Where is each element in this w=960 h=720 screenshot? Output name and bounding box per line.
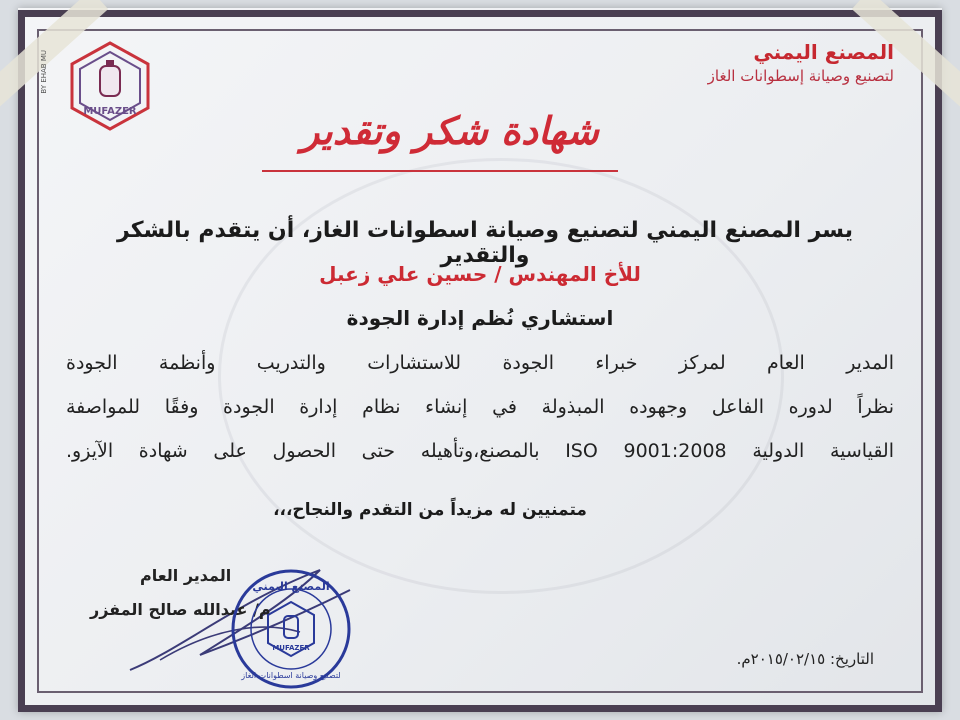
- certificate-title: شهادة شكر وتقدير: [301, 108, 599, 153]
- stamp-inner-text: MUFAZER: [272, 644, 310, 652]
- title-underline: [262, 170, 618, 172]
- body-line-2: نظراً لدوره الفاعل وجهوده المبذولة في إنشاء نظام إدارة الجودة وفقًا للمواصفة: [66, 396, 894, 418]
- mufazer-logo-icon: [64, 40, 156, 132]
- stamp-bottom-text: لتصنيع وصيانة اسطوانات الغاز: [241, 671, 341, 680]
- date-label: التاريخ:: [830, 650, 874, 668]
- recipient-position: استشاري نُظم إدارة الجودة: [346, 306, 614, 330]
- side-mark: BY EHAB MU: [40, 50, 48, 94]
- factory-subtitle: لتصنيع وصيانة إسطوانات الغاز: [707, 67, 894, 85]
- factory-name: المصنع اليمني: [753, 40, 894, 64]
- closing-wishes: متمنيين له مزيداً من التقدم والنجاح،،،: [273, 500, 587, 520]
- logo-text: MUFAZER: [83, 106, 137, 117]
- date-value: ٢٠١٥/٠٢/١٥م.: [736, 650, 826, 668]
- main-statement: يسر المصنع اليمني لتصنيع وصيانة اسطوانات الغاز، أن يتقدم بالشكر والتقدير: [117, 218, 853, 268]
- stamp-top-text: المصنع اليمني: [252, 580, 330, 593]
- recipient-name: للأخ المهندس / حسين علي زعبل: [319, 262, 641, 286]
- signatory-name: م/ عبدالله صالح المفزر: [90, 600, 271, 619]
- body-line-3: القياسية الدولية ISO 9001:2008 بالمصنع،وتأهيله حتى الحصول على شهادة الآيزو.: [66, 440, 894, 462]
- body-line-1: المدير العام لمركز خبراء الجودة للاستشارات والتدريب وأنظمة الجودة: [66, 352, 894, 374]
- signatory-title: المدير العام: [140, 566, 232, 585]
- date-line: [737, 650, 874, 668]
- official-stamp: [228, 566, 354, 692]
